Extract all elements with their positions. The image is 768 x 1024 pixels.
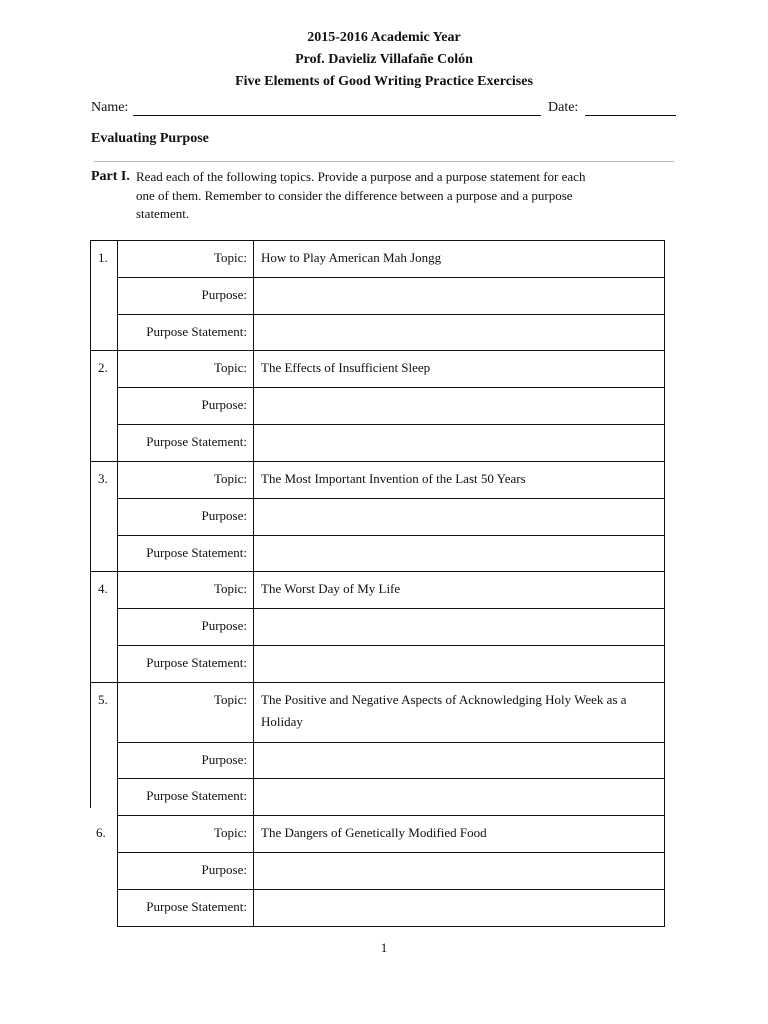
name-field[interactable]	[133, 115, 541, 116]
purpose-answer-field[interactable]	[254, 499, 664, 535]
table-border-right	[664, 240, 665, 926]
row-label-purpose: Purpose:	[201, 618, 247, 633]
instruction-line: statement.	[136, 206, 190, 221]
header-professor: Prof. Davieliz Villafañe Colón	[295, 52, 473, 67]
row-label-topic: Topic:	[213, 250, 247, 265]
row-label-topic: Topic:	[213, 825, 247, 840]
row-label-purpose: Purpose:	[201, 862, 247, 877]
name-date-row	[91, 100, 676, 118]
section-title: Evaluating Purpose	[91, 131, 209, 146]
item-number: 1.	[98, 250, 108, 265]
purpose-statement-answer-field[interactable]	[254, 646, 664, 682]
purpose-answer-field[interactable]	[254, 609, 664, 645]
topic-text: The Worst Day of My Life	[261, 581, 401, 596]
table-row-line	[90, 350, 665, 351]
table-row-line	[90, 240, 665, 241]
row-label-topic: Topic:	[213, 692, 247, 707]
part-label: Part I.	[91, 169, 130, 184]
row-label-statement: Purpose Statement:	[146, 899, 247, 914]
header-year: 2015-2016 Academic Year	[307, 30, 461, 45]
purpose-statement-answer-field[interactable]	[254, 315, 664, 350]
topic-text: How to Play American Mah Jongg	[261, 250, 442, 265]
table-row-line	[90, 682, 665, 683]
table-row-line	[117, 815, 665, 816]
topic-text: The Effects of Insufficient Sleep	[261, 360, 431, 375]
table-border-number-col	[117, 240, 118, 926]
section-divider	[94, 161, 674, 162]
table-row-line	[90, 571, 665, 572]
item-number: 5.	[98, 692, 108, 707]
row-label-statement: Purpose Statement:	[146, 788, 247, 803]
row-label-statement: Purpose Statement:	[146, 655, 247, 670]
row-label-statement: Purpose Statement:	[146, 324, 247, 339]
instruction-line: Read each of the following topics. Provide a purpose and a purpose statement for each	[136, 169, 586, 184]
topic-text: The Most Important Invention of the Last 50 Years	[261, 471, 526, 486]
part-instructions	[91, 168, 671, 224]
table-row-line	[117, 926, 665, 927]
date-field[interactable]	[585, 115, 676, 116]
row-label-purpose: Purpose:	[201, 508, 247, 523]
row-label-topic: Topic:	[213, 360, 247, 375]
row-label-topic: Topic:	[213, 581, 247, 596]
header-title: Five Elements of Good Writing Practice Exercises	[235, 74, 533, 89]
date-label: Date:	[548, 100, 579, 115]
topic-text: The Dangers of Genetically Modified Food	[261, 825, 487, 840]
purpose-statement-answer-field[interactable]	[254, 779, 664, 815]
purpose-statement-answer-field[interactable]	[254, 890, 664, 926]
row-label-statement: Purpose Statement:	[146, 545, 247, 560]
purpose-statement-answer-field[interactable]	[254, 536, 664, 571]
name-label: Name:	[91, 100, 129, 115]
purpose-answer-field[interactable]	[254, 278, 664, 314]
row-label-statement: Purpose Statement:	[146, 434, 247, 449]
purpose-answer-field[interactable]	[254, 388, 664, 424]
topic-text: The Positive and Negative Aspects of Acknowledging Holy Week as a Holiday	[261, 692, 627, 729]
page-number: 1	[380, 940, 388, 955]
table-border-left	[90, 240, 91, 808]
purpose-statement-answer-field[interactable]	[254, 425, 664, 461]
row-label-purpose: Purpose:	[201, 287, 247, 302]
table-row-line	[90, 461, 665, 462]
item-number: 4.	[98, 581, 108, 596]
item-number: 6.	[96, 825, 106, 840]
row-label-purpose: Purpose:	[201, 397, 247, 412]
instruction-line: one of them. Remember to consider the difference between a purpose and a purpose	[136, 187, 573, 203]
row-label-purpose: Purpose:	[201, 752, 247, 767]
purpose-answer-field[interactable]	[254, 743, 664, 778]
purpose-answer-field[interactable]	[254, 853, 664, 889]
item-number: 2.	[98, 360, 108, 375]
row-label-topic: Topic:	[213, 471, 247, 486]
item-number: 3.	[98, 471, 108, 486]
